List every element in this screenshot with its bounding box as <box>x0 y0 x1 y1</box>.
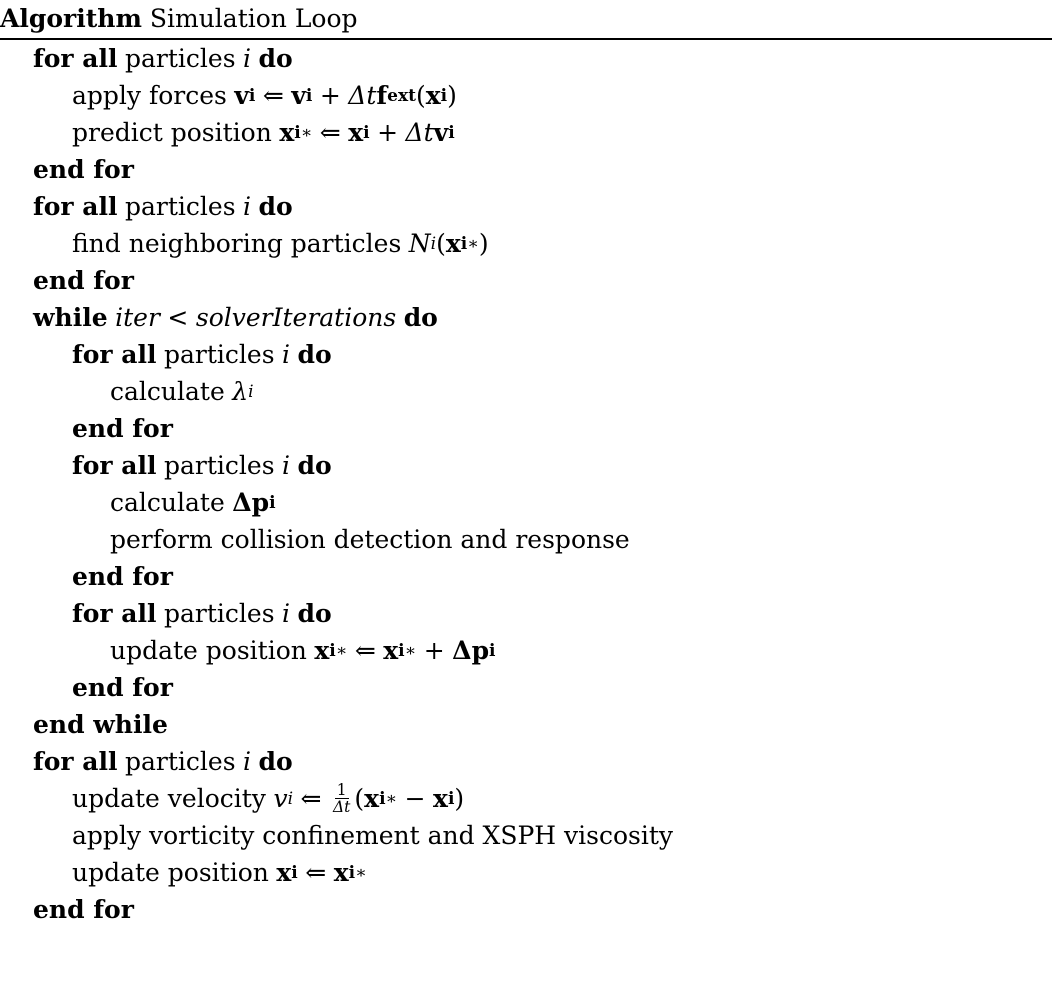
algo-line-4: end for <box>33 155 134 184</box>
algorithm-title: Simulation Loop <box>149 4 358 33</box>
algorithm-body <box>0 40 1052 928</box>
algo-line-15: end for <box>72 562 173 591</box>
algo-line-9: for all particles i do <box>72 340 332 369</box>
algo-line-7: end for <box>33 266 134 295</box>
algo-line-8: while iter < solverIterations do <box>33 303 438 332</box>
algo-line-21: update velocity v i ⇐ $\frac{1}{\Delta t}$ ( x i ∗ − x i ) <box>72 780 465 816</box>
algo-line-3: predict position x i ∗ ⇐ x i + Δt v i <box>72 118 455 147</box>
algo-line-17: update position x i ∗ ⇐ x i ∗ + Δ p i <box>110 636 496 665</box>
algorithm-keyword: Algorithm <box>0 4 142 33</box>
algo-line-22: apply vorticity confinement and XSPH viscosity <box>72 821 674 850</box>
algo-line-14: perform collision detection and response <box>110 525 630 554</box>
algo-line-23: update position x i ⇐ x i ∗ <box>72 858 367 887</box>
algo-line-10: calculate λ i <box>110 377 254 406</box>
algorithm-header <box>0 0 1052 38</box>
algo-line-13: calculate Δ p i <box>110 488 276 517</box>
algo-line-1: for all particles i do <box>33 44 293 73</box>
algo-line-12: for all particles i do <box>72 451 332 480</box>
algo-line-6: find neighboring particles N i ( x i ∗ ) <box>72 229 489 258</box>
algo-line-18: end for <box>72 673 173 702</box>
algo-line-2: apply forces v i ⇐ v i + Δt f ext ( x i ) <box>72 81 457 110</box>
algo-line-16: for all particles i do <box>72 599 332 628</box>
fraction-one-over-delta-t: $\frac{1}{\Delta t}$ <box>332 780 351 816</box>
algo-line-11: end for <box>72 414 173 443</box>
algo-line-5: for all particles i do <box>33 192 293 221</box>
algo-line-20: for all particles i do <box>33 747 293 776</box>
algo-line-24: end for <box>33 895 134 924</box>
algo-line-19: end while <box>33 710 168 739</box>
